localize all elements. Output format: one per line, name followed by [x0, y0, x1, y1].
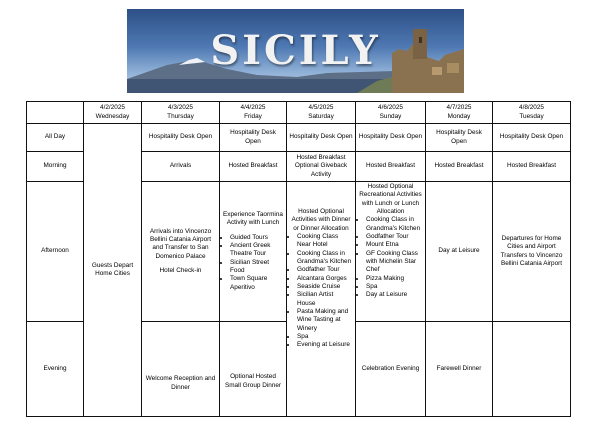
list-item: • Evening at Leisure	[297, 341, 353, 349]
list-item: • Town Square Aperitivo	[230, 275, 284, 292]
activity-list	[222, 234, 284, 292]
day-header: 4/5/2025 Saturday	[287, 102, 356, 124]
list-item: • GF Cooking Class with Michelin Star Chef	[366, 250, 423, 275]
tuesday-evening-cell	[493, 322, 571, 417]
cell-intro: Hosted Optional Recreational Activities with Lunch or Lunch Allocation	[359, 183, 422, 215]
day-header: 4/8/2025 Tuesday	[493, 102, 571, 124]
list-item: • Pizza Making	[366, 275, 423, 283]
wednesday-cell: Guests Depart Home Cities	[84, 124, 142, 417]
cell-text: Arrivals into Vincenzo Bellini Catania Airport and Transfer to San Domenico Palace	[149, 227, 212, 260]
saturday-afternoon-cell	[287, 182, 356, 417]
list-item: • Spa	[297, 333, 353, 341]
row-label-morning: Morning	[27, 152, 84, 182]
cell-intro: Experience Taormina Activity with Lunch	[223, 211, 283, 227]
schedule-cell: Hospitality Desk Open	[220, 124, 287, 152]
schedule-cell: Hosted Breakfast	[220, 152, 287, 182]
row-label-afternoon: Afternoon	[27, 182, 84, 322]
monday-evening-cell: Farewell Dinner	[426, 322, 493, 417]
day-header: 4/3/2025 Thursday	[142, 102, 220, 124]
list-item: • Godfather Tour	[297, 266, 353, 274]
thursday-afternoon-cell	[142, 182, 220, 322]
day-header: 4/7/2025 Monday	[426, 102, 493, 124]
corner-cell	[27, 102, 84, 124]
list-item: • Sicilian Street Food	[230, 259, 284, 276]
banner-title: SICILY	[210, 27, 381, 74]
activity-list	[289, 233, 353, 350]
schedule-cell: Hosted Breakfast	[493, 152, 571, 182]
header-row	[27, 102, 571, 124]
list-item: • Pasta Making and Wine Tasting at Winery	[297, 308, 353, 333]
sunday-evening-cell: Celebration Evening	[356, 322, 426, 417]
list-item: • Guided Tours	[230, 234, 284, 242]
schedule-cell: Arrivals	[142, 152, 220, 182]
list-item: • Cooking Class in Grandma's Kitchen	[297, 250, 353, 267]
sicily-banner	[127, 9, 464, 93]
itinerary-table	[26, 101, 571, 417]
row-label-evening: Evening	[27, 322, 84, 417]
schedule-cell: Hosted Breakfast	[426, 152, 493, 182]
monday-afternoon-cell: Day at Leisure	[426, 182, 493, 322]
list-item: • Sicilian Artist House	[297, 291, 353, 308]
schedule-cell: Hospitality Desk Open	[287, 124, 356, 152]
list-item: • Godfather Tour	[366, 233, 423, 241]
day-header: 4/2/2025 Wednesday	[84, 102, 142, 124]
list-item: • Ancient Greek Theatre Tour	[230, 242, 284, 259]
list-item: • Alcantara Gorges	[297, 275, 353, 283]
schedule-cell: Hospitality Desk Open	[493, 124, 571, 152]
thursday-evening-cell: Welcome Reception and Dinner	[142, 322, 220, 417]
schedule-cell: Hospitality Desk Open	[356, 124, 426, 152]
activity-list	[358, 216, 423, 299]
schedule-cell: Hospitality Desk Open	[426, 124, 493, 152]
tuesday-afternoon-cell: Departures for Home Cities and Airport Transfers to Vincenzo Bellini Catania Airport	[493, 182, 571, 322]
schedule-cell: Hospitality Desk Open	[142, 124, 220, 152]
day-header: 4/4/2025 Friday	[220, 102, 287, 124]
list-item: • Day at Leisure	[366, 291, 423, 299]
cell-intro: Hosted Optional Activities with Dinner or Dinner Allocation	[291, 208, 351, 232]
all-day-row	[27, 124, 571, 152]
friday-afternoon-cell	[220, 182, 287, 322]
day-header: 4/6/2025 Sunday	[356, 102, 426, 124]
friday-evening-cell: Optional Hosted Small Group Dinner	[220, 322, 287, 417]
list-item: • Mount Etna	[366, 241, 423, 249]
list-item: • Spa	[366, 283, 423, 291]
cell-text: Hotel Check-in	[159, 266, 202, 274]
sunday-afternoon-cell	[356, 182, 426, 322]
schedule-cell: Hosted Breakfast	[356, 152, 426, 182]
list-item: • Seaside Cruise	[297, 283, 353, 291]
list-item: • Cooking Class Near Hotel	[297, 233, 353, 250]
list-item: • Cooking Class in Grandma's Kitchen	[366, 216, 423, 233]
schedule-cell: Hosted Breakfast Optional Giveback Activity	[287, 152, 356, 182]
row-label-all-day: All Day	[27, 124, 84, 152]
